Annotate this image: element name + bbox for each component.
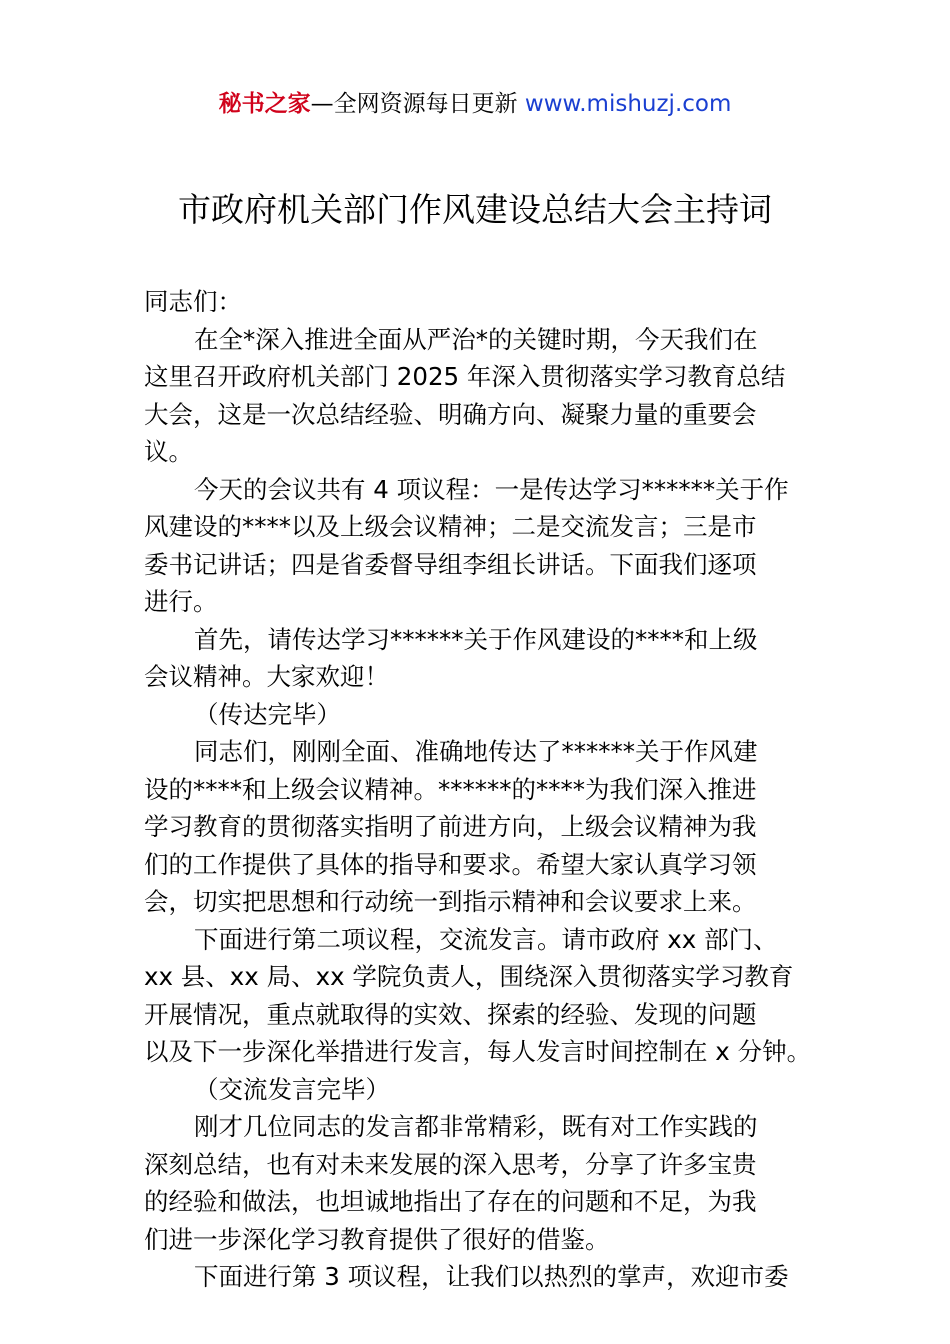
paragraph-line: 今天的会议共有 4 项议程：一是传达学习******关于作 xyxy=(194,474,789,504)
paragraph-line: 学习教育的贯彻落实指明了前进方向，上级会议精神为我 xyxy=(144,812,757,841)
paragraph-line: 的经验和做法，也坦诚地指出了存在的问题和不足，为我 xyxy=(144,1187,757,1216)
paragraph-line: 风建设的****以及上级会议精神；二是交流发言；三是市 xyxy=(144,512,757,541)
paragraph-line: 议。 xyxy=(144,437,193,466)
paragraph-line: 会，切实把思想和行动统一到指示精神和会议要求上来。 xyxy=(144,887,757,916)
paragraph-line: 深刻总结，也有对未来发展的深入思考，分享了许多宝贵 xyxy=(144,1149,757,1179)
paragraph-line: 设的****和上级会议精神。******的****为我们深入推进 xyxy=(144,774,757,804)
paragraph-line: 大会，这是一次总结经验、明确方向、凝聚力量的重要会 xyxy=(144,399,757,429)
paragraph-line: 下面进行第二项议程，交流发言。请市政府 xx 部门、 xyxy=(194,924,778,954)
paragraph-line: 这里召开政府机关部门 2025 年深入贯彻落实学习教育总结 xyxy=(144,362,786,391)
document-title: 市政府机关部门作风建设总结大会主持词 xyxy=(178,190,772,229)
paragraph-line: 进行。 xyxy=(144,587,218,616)
document-body xyxy=(144,283,812,1296)
paragraph-line: 会议精神。大家欢迎！ xyxy=(144,662,389,691)
paragraph-line: xx 县、xx 局、xx 学院负责人，围绕深入贯彻落实学习教育 xyxy=(144,962,794,991)
paragraph-line: 们进一步深化学习教育提供了很好的借鉴。 xyxy=(144,1224,610,1254)
stage-note-line: （传达完毕） xyxy=(194,699,341,729)
salutation-line: 同志们： xyxy=(144,287,242,316)
paragraph-line: 在全*深入推进全面从严治*的关键时期，今天我们在 xyxy=(194,324,758,354)
paragraph-line: 开展情况，重点就取得的实效、探索的经验、发现的问题 xyxy=(144,999,757,1029)
paragraph-line: 委书记讲话；四是省委督导组李组长讲话。下面我们逐项 xyxy=(144,549,757,579)
paragraph-line: 同志们，刚刚全面、准确地传达了******关于作风建 xyxy=(194,737,758,766)
header-tagline: —全网资源每日更新 xyxy=(310,91,525,117)
paragraph-line: 刚才几位同志的发言都非常精彩，既有对工作实践的 xyxy=(194,1112,758,1141)
site-header xyxy=(0,88,950,120)
paragraph-line: 们的工作提供了具体的指导和要求。希望大家认真学习领 xyxy=(144,849,757,879)
site-url-link[interactable]: www.mishuzj.com xyxy=(524,91,732,117)
brand-name: 秘书之家 xyxy=(218,91,311,117)
paragraph-line: 首先，请传达学习******关于作风建设的****和上级 xyxy=(194,624,758,654)
paragraph-line: 以及下一步深化举措进行发言，每人发言时间控制在 x 分钟。 xyxy=(144,1037,812,1066)
paragraph-line: 下面进行第 3 项议程，让我们以热烈的掌声，欢迎市委 xyxy=(194,1262,789,1291)
stage-note-line: （交流发言完毕） xyxy=(194,1074,390,1104)
